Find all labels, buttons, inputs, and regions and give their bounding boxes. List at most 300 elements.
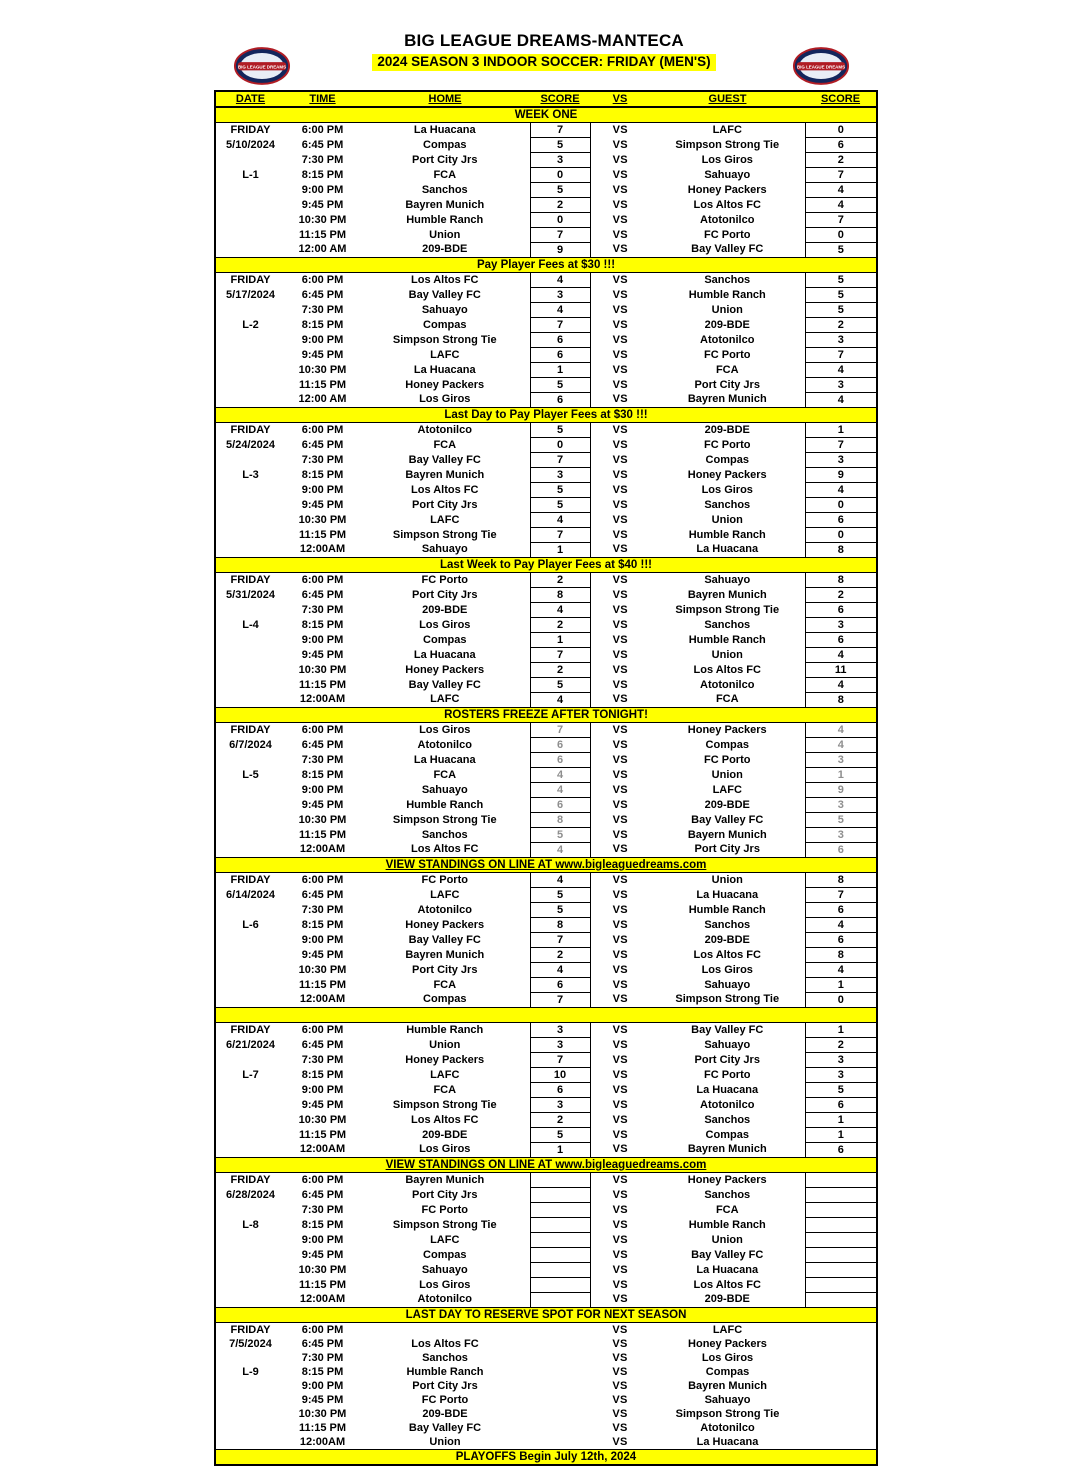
vs-cell: VS — [612, 1323, 628, 1336]
banner-row — [215, 258, 877, 273]
guest-team-cell: Union — [711, 768, 743, 781]
time-cell: 6:00 PM — [301, 273, 344, 286]
time-cell: 8:15 PM — [301, 168, 344, 181]
guest-score-cell: 3 — [805, 753, 877, 768]
game-row — [215, 693, 877, 708]
game-row — [215, 738, 877, 753]
home-team-cell: Bayren Munich — [405, 1173, 485, 1186]
game-row — [215, 753, 877, 768]
banner-label: Last Week to Pay Player Fees at $40 !!! — [215, 558, 877, 573]
guest-score-cell — [805, 1435, 877, 1450]
vs-cell: VS — [612, 678, 628, 691]
home-score-cell: 6 — [530, 348, 590, 363]
home-score-cell: 7 — [530, 933, 590, 948]
vs-cell: VS — [612, 1098, 628, 1111]
date-cell — [215, 813, 285, 828]
big-league-dreams-logo-left — [233, 46, 291, 86]
home-team-cell: Union — [429, 1038, 461, 1051]
vs-cell: VS — [612, 603, 628, 616]
guest-score-cell: 8 — [805, 693, 877, 708]
home-score-cell — [530, 1421, 590, 1435]
banner-label: PLAYOFFS Begin July 12th, 2024 — [215, 1450, 877, 1466]
home-team-cell: Humble Ranch — [406, 798, 484, 811]
time-cell: 9:45 PM — [301, 498, 344, 511]
game-row — [215, 318, 877, 333]
game-row — [215, 273, 877, 288]
vs-cell: VS — [612, 1218, 628, 1231]
home-score-cell: 6 — [530, 978, 590, 993]
date-cell: 5/10/2024 — [226, 138, 275, 151]
game-row — [215, 1233, 877, 1248]
game-row — [215, 813, 877, 828]
vs-cell: VS — [612, 1038, 628, 1051]
time-cell: 10:30 PM — [298, 1113, 347, 1126]
guest-score-cell — [805, 1421, 877, 1435]
home-score-cell — [530, 1218, 590, 1233]
date-cell — [215, 933, 285, 948]
time-cell: 6:00 PM — [301, 123, 344, 136]
game-row — [215, 183, 877, 198]
home-score-cell — [530, 1407, 590, 1421]
time-cell: 11:15 PM — [298, 528, 347, 541]
vs-cell: VS — [612, 963, 628, 976]
guest-team-cell: Atotonilco — [700, 213, 755, 226]
home-score-cell: 4 — [530, 693, 590, 708]
home-team-cell: Compas — [423, 138, 467, 151]
guest-score-cell: 3 — [805, 828, 877, 843]
vs-cell: VS — [612, 783, 628, 796]
game-row — [215, 1053, 877, 1068]
guest-team-cell: Sahuayo — [704, 1393, 751, 1406]
date-cell — [215, 783, 285, 798]
vs-cell: VS — [612, 288, 628, 301]
home-score-cell: 4 — [530, 603, 590, 618]
date-cell — [215, 1263, 285, 1278]
guest-score-cell: 4 — [805, 723, 877, 738]
banner-row — [215, 708, 877, 723]
time-cell: 7:30 PM — [301, 603, 344, 616]
time-cell: 11:15 PM — [298, 228, 347, 241]
vs-cell: VS — [612, 453, 628, 466]
guest-team-cell: Los Giros — [701, 153, 753, 166]
time-cell: 6:00 PM — [301, 423, 344, 436]
guest-team-cell: Atotonilco — [700, 1098, 755, 1111]
banner-label — [215, 1008, 877, 1023]
game-row — [215, 918, 877, 933]
guest-score-cell: 2 — [805, 588, 877, 603]
vs-cell: VS — [612, 1421, 628, 1434]
game-row — [215, 993, 877, 1008]
guest-score-cell: 3 — [805, 453, 877, 468]
guest-team-cell: Los Altos FC — [693, 663, 761, 676]
guest-team-cell: Sanchos — [704, 618, 751, 631]
date-cell — [215, 1113, 285, 1128]
vs-cell: VS — [612, 243, 628, 256]
guest-team-cell: Bayren Munich — [688, 1379, 767, 1392]
home-score-cell: 4 — [530, 273, 590, 288]
home-team-cell: Sanchos — [422, 1351, 468, 1364]
date-cell — [215, 498, 285, 513]
vs-cell: VS — [612, 768, 628, 781]
home-score-cell — [530, 1351, 590, 1365]
guest-team-cell: Simpson Strong Tie — [675, 1407, 780, 1420]
home-team-cell: FC Porto — [421, 573, 468, 586]
guest-team-cell: Sanchos — [704, 918, 751, 931]
vs-cell: VS — [612, 1365, 628, 1378]
game-row — [215, 1143, 877, 1158]
home-score-cell: 3 — [530, 153, 590, 168]
home-score-cell: 7 — [530, 528, 590, 543]
vs-cell: VS — [612, 903, 628, 916]
game-row — [215, 1188, 877, 1203]
day-cell: FRIDAY — [230, 123, 271, 136]
guest-score-cell: 6 — [805, 903, 877, 918]
page-subtitle: 2024 SEASON 3 INDOOR SOCCER: FRIDAY (MEN'S) — [372, 54, 715, 71]
date-cell — [215, 1143, 285, 1158]
home-score-cell: 2 — [530, 573, 590, 588]
banner-row — [215, 107, 877, 123]
guest-team-cell: Compas — [705, 453, 749, 466]
game-row — [215, 1248, 877, 1263]
home-score-cell: 1 — [530, 543, 590, 558]
home-team-cell: Bay Valley FC — [408, 933, 481, 946]
league-code-cell: L-1 — [242, 168, 259, 181]
time-cell: 10:30 PM — [298, 1407, 347, 1420]
guest-team-cell: Simpson Strong Tie — [675, 993, 780, 1006]
guest-team-cell: Honey Packers — [687, 723, 767, 736]
time-cell: 11:15 PM — [298, 678, 347, 691]
time-cell: 11:15 PM — [298, 1278, 347, 1291]
day-cell: FRIDAY — [230, 423, 271, 436]
time-cell: 9:00 PM — [301, 333, 344, 346]
time-cell: 6:00 PM — [301, 1023, 344, 1036]
game-row — [215, 888, 877, 903]
date-cell — [215, 1233, 285, 1248]
game-row — [215, 843, 877, 858]
guest-score-cell: 3 — [805, 333, 877, 348]
time-cell: 6:45 PM — [301, 1337, 344, 1350]
home-score-cell: 4 — [530, 768, 590, 783]
guest-team-cell: Union — [711, 513, 743, 526]
date-cell — [215, 378, 285, 393]
time-cell: 12:00AM — [299, 693, 346, 706]
home-score-cell: 6 — [530, 738, 590, 753]
time-cell: 9:00 PM — [301, 783, 344, 796]
vs-cell: VS — [612, 393, 628, 406]
home-team-cell: LAFC — [430, 888, 460, 901]
date-cell — [215, 348, 285, 363]
guest-score-cell: 7 — [805, 213, 877, 228]
game-row — [215, 948, 877, 963]
vs-cell: VS — [612, 1188, 628, 1201]
home-score-cell: 6 — [530, 753, 590, 768]
guest-score-cell — [805, 1337, 877, 1351]
time-cell: 7:30 PM — [301, 303, 344, 316]
time-cell: 12:00AM — [299, 993, 346, 1006]
guest-team-cell: FCA — [715, 693, 739, 706]
home-score-cell: 7 — [530, 228, 590, 243]
home-team-cell: FC Porto — [421, 1393, 469, 1406]
vs-cell: VS — [612, 138, 628, 151]
col-header-home-score: SCORE — [530, 91, 590, 107]
date-cell — [215, 1098, 285, 1113]
home-team-cell: Honey Packers — [405, 663, 485, 676]
date-cell — [215, 333, 285, 348]
date-cell — [215, 1278, 285, 1293]
game-row — [215, 1218, 877, 1233]
vs-cell: VS — [612, 723, 628, 736]
time-cell: 12:00AM — [299, 543, 346, 556]
game-row — [215, 1083, 877, 1098]
time-cell: 10:30 PM — [298, 963, 347, 976]
guest-team-cell: Honey Packers — [688, 1337, 767, 1350]
guest-team-cell: Bay Valley FC — [691, 243, 764, 256]
game-row — [215, 828, 877, 843]
guest-team-cell: Honey Packers — [687, 183, 767, 196]
vs-cell: VS — [612, 228, 628, 241]
guest-team-cell: Simpson Strong Tie — [675, 603, 780, 616]
guest-score-cell — [805, 1323, 877, 1338]
time-cell: 8:15 PM — [301, 918, 344, 931]
date-cell — [215, 453, 285, 468]
guest-team-cell: Simpson Strong Tie — [675, 138, 780, 151]
home-score-cell: 6 — [530, 333, 590, 348]
banner-label: ROSTERS FREEZE AFTER TONIGHT! — [215, 708, 877, 723]
standings-link-banner[interactable]: VIEW STANDINGS ON LINE AT www.bigleaguedreams.com — [215, 1158, 877, 1173]
col-header-home: HOME — [360, 91, 530, 107]
home-score-cell: 4 — [530, 963, 590, 978]
league-code-cell: L-4 — [242, 618, 259, 631]
date-cell — [215, 1248, 285, 1263]
time-cell: 9:45 PM — [301, 1393, 344, 1406]
guest-team-cell: Humble Ranch — [688, 633, 766, 646]
home-score-cell: 5 — [530, 498, 590, 513]
home-score-cell: 0 — [530, 438, 590, 453]
home-team-cell: Honey Packers — [405, 1053, 485, 1066]
guest-score-cell: 4 — [805, 738, 877, 753]
home-team-cell: Los Altos FC — [411, 483, 479, 496]
guest-score-cell: 0 — [805, 528, 877, 543]
time-cell: 12:00 AM — [298, 393, 347, 406]
home-team-cell: Atotonilco — [417, 423, 472, 436]
guest-team-cell: Sahuayo — [704, 168, 751, 181]
home-team-cell: LAFC — [430, 348, 460, 361]
time-cell: 9:45 PM — [301, 1248, 344, 1261]
home-score-cell: 3 — [530, 1098, 590, 1113]
home-score-cell: 3 — [530, 1038, 590, 1053]
time-cell: 12:00AM — [299, 1143, 346, 1156]
home-score-cell — [530, 1233, 590, 1248]
home-score-cell: 6 — [530, 1083, 590, 1098]
game-row — [215, 978, 877, 993]
home-team-cell: Simpson Strong Tie — [392, 333, 497, 346]
date-cell — [215, 678, 285, 693]
guest-score-cell: 0 — [805, 498, 877, 513]
home-score-cell: 5 — [530, 1128, 590, 1143]
guest-team-cell: FCA — [715, 363, 739, 376]
home-score-cell: 4 — [530, 513, 590, 528]
guest-score-cell — [805, 1407, 877, 1421]
vs-cell: VS — [612, 993, 628, 1006]
home-team-cell: 209-BDE — [422, 243, 468, 256]
game-row — [215, 1435, 877, 1450]
guest-team-cell: LAFC — [712, 1323, 743, 1336]
game-row — [215, 123, 877, 138]
vs-cell: VS — [612, 1143, 628, 1156]
vs-cell: VS — [612, 498, 628, 511]
date-cell — [215, 1083, 285, 1098]
vs-cell: VS — [612, 1023, 628, 1036]
date-cell — [215, 978, 285, 993]
vs-cell: VS — [612, 1053, 628, 1066]
home-score-cell: 5 — [530, 183, 590, 198]
banner-label: Last Day to Pay Player Fees at $30 !!! — [215, 408, 877, 423]
time-cell: 8:15 PM — [301, 1365, 344, 1378]
time-cell: 8:15 PM — [301, 1068, 344, 1081]
guest-team-cell: Compas — [705, 1128, 749, 1141]
home-team-cell: Port City Jrs — [412, 963, 478, 976]
guest-score-cell: 3 — [805, 378, 877, 393]
game-row — [215, 243, 877, 258]
date-cell: 6/28/2024 — [226, 1188, 275, 1201]
vs-cell: VS — [612, 1379, 628, 1392]
vs-cell: VS — [612, 753, 628, 766]
guest-team-cell: Sanchos — [704, 273, 751, 286]
guest-team-cell: 209-BDE — [704, 1293, 750, 1306]
home-score-cell: 4 — [530, 303, 590, 318]
game-row — [215, 543, 877, 558]
home-team-cell: Los Giros — [419, 1143, 471, 1156]
time-cell: 6:00 PM — [301, 573, 344, 586]
time-cell: 6:00 PM — [301, 1173, 344, 1186]
vs-cell: VS — [612, 1068, 628, 1081]
banner-row — [215, 1308, 877, 1323]
game-row — [215, 588, 877, 603]
guest-team-cell: Sahuayo — [704, 573, 751, 586]
guest-score-cell: 8 — [805, 543, 877, 558]
date-cell — [215, 1203, 285, 1218]
vs-cell: VS — [612, 1083, 628, 1096]
standings-link-banner[interactable]: VIEW STANDINGS ON LINE AT www.bigleaguedreams.com — [215, 858, 877, 873]
home-score-cell: 0 — [530, 213, 590, 228]
home-team-cell: Port City Jrs — [412, 153, 478, 166]
guest-team-cell: LAFC — [712, 123, 742, 136]
home-team-cell: Humble Ranch — [406, 1365, 484, 1378]
guest-team-cell: Honey Packers — [687, 468, 767, 481]
home-team-cell: Bayren Munich — [405, 468, 485, 481]
home-score-cell: 8 — [530, 813, 590, 828]
guest-score-cell: 0 — [805, 993, 877, 1008]
guest-score-cell: 1 — [805, 1113, 877, 1128]
game-row — [215, 1365, 877, 1379]
guest-score-cell: 4 — [805, 678, 877, 693]
home-score-cell: 10 — [530, 1068, 590, 1083]
home-team-cell: Simpson Strong Tie — [392, 528, 497, 541]
game-row — [215, 168, 877, 183]
home-team-cell: Bay Valley FC — [408, 453, 481, 466]
home-team-cell: Simpson Strong Tie — [392, 1098, 497, 1111]
home-score-cell: 6 — [530, 798, 590, 813]
guest-score-cell — [805, 1351, 877, 1365]
home-score-cell — [530, 1323, 590, 1338]
time-cell: 6:00 PM — [301, 1323, 344, 1336]
game-row — [215, 1128, 877, 1143]
date-cell: 5/31/2024 — [226, 588, 275, 601]
league-code-cell: L-3 — [242, 468, 259, 481]
date-cell — [215, 828, 285, 843]
game-row — [215, 723, 877, 738]
home-team-cell: Compas — [423, 993, 467, 1006]
vs-cell: VS — [612, 1337, 628, 1350]
vs-cell: VS — [612, 123, 628, 136]
home-score-cell — [530, 1435, 590, 1450]
home-score-cell: 2 — [530, 948, 590, 963]
guest-score-cell — [805, 1263, 877, 1278]
date-cell — [215, 948, 285, 963]
home-team-cell: Atotonilco — [417, 1293, 472, 1306]
home-score-cell — [530, 1393, 590, 1407]
guest-score-cell: 4 — [805, 198, 877, 213]
game-row — [215, 1379, 877, 1393]
home-team-cell: Bay Valley FC — [408, 678, 481, 691]
home-team-cell: Los Giros — [419, 1278, 471, 1291]
date-cell — [215, 963, 285, 978]
vs-cell: VS — [612, 798, 628, 811]
guest-team-cell: Los Giros — [701, 1351, 754, 1364]
home-team-cell: Humble Ranch — [406, 1023, 484, 1036]
guest-score-cell: 7 — [805, 888, 877, 903]
home-score-cell: 4 — [530, 873, 590, 888]
vs-cell: VS — [612, 1435, 628, 1448]
guest-team-cell: FC Porto — [704, 438, 751, 451]
game-row — [215, 348, 877, 363]
guest-team-cell: Sahuayo — [704, 978, 751, 991]
guest-score-cell: 3 — [805, 1068, 877, 1083]
league-code-cell: L-8 — [242, 1218, 259, 1231]
home-team-cell: Port City Jrs — [412, 1379, 478, 1392]
game-row — [215, 1407, 877, 1421]
date-cell: 6/14/2024 — [226, 888, 275, 901]
home-team-cell: Sanchos — [421, 828, 468, 841]
guest-score-cell — [805, 1393, 877, 1407]
guest-team-cell: Humble Ranch — [688, 288, 766, 301]
guest-team-cell: Bay Valley FC — [691, 1023, 764, 1036]
guest-score-cell: 5 — [805, 288, 877, 303]
game-row — [215, 648, 877, 663]
time-cell: 6:00 PM — [301, 873, 344, 886]
home-score-cell: 5 — [530, 483, 590, 498]
game-row — [215, 198, 877, 213]
time-cell: 9:00 PM — [301, 1379, 344, 1392]
guest-team-cell: 209-BDE — [704, 423, 750, 436]
day-cell: FRIDAY — [230, 1323, 271, 1336]
guest-score-cell — [805, 1248, 877, 1263]
date-cell — [215, 1053, 285, 1068]
banner-row — [215, 1450, 877, 1466]
col-header-guest-score: SCORE — [805, 91, 877, 107]
home-team-cell: Union — [429, 228, 461, 241]
date-cell — [215, 753, 285, 768]
time-cell: 12:00AM — [299, 1435, 346, 1448]
guest-team-cell: Bayren Munich — [687, 588, 767, 601]
game-row — [215, 1263, 877, 1278]
time-cell: 6:45 PM — [301, 288, 344, 301]
guest-score-cell: 4 — [805, 648, 877, 663]
vs-cell: VS — [612, 1113, 628, 1126]
home-score-cell: 0 — [530, 168, 590, 183]
day-cell: FRIDAY — [230, 873, 271, 886]
home-team-cell: 209-BDE — [422, 1407, 468, 1420]
